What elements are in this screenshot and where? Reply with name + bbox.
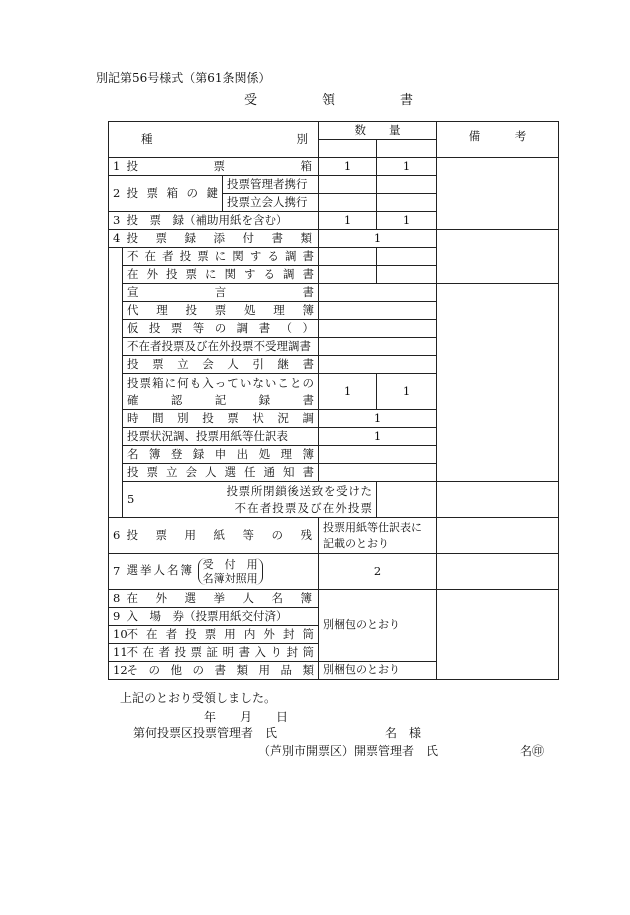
signer-line: （芦別市開票区）開票管理者 氏 [258,744,439,758]
quantity-cell: 2 [319,554,437,590]
table-row [109,284,559,302]
remarks-cell [437,554,559,590]
row-label-text: 選挙人名簿 [126,563,194,578]
register-type-bracket [198,558,263,584]
quantity-cell: 1 [319,428,437,446]
row-label: 宣言書 [123,284,319,302]
row-label: 投票録添付書類 [123,230,319,248]
row-label: 投票状況調、投票用紙等仕訳表 [123,428,319,446]
table-row [109,554,559,590]
row-number: 8 [109,590,123,608]
row-label: 不在者投票用内外封筒 [123,626,319,644]
row-label: 在外投票に関する調書 [123,266,319,284]
remarks-cell [437,518,559,554]
row-label: 不在者投票に関する調書 [123,248,319,266]
table-row [109,230,559,248]
row-label: 時間別投票状況調 [123,410,319,428]
quantity-cell: 1 [319,158,377,176]
remarks-cell [437,230,559,284]
document-title: 受 領 書 [244,93,414,108]
header-quantity: 数 量 [319,122,437,140]
header-kind-right: 別 [296,131,308,146]
row-label [123,374,319,410]
register-type-1: 受 付 用 [202,558,258,572]
row-number: 11 [109,644,123,662]
row-label-line2: 不在者投票及び在外投票 [234,500,372,515]
quantity-cell: 1 [319,410,437,428]
header-kind-left: 種 [141,131,153,146]
receipt-table [108,121,559,680]
row-label: 投票立会人引継書 [123,356,319,374]
row-number: 7 [109,554,123,590]
remarks-cell [437,284,559,482]
name-seal: 名㊞ [520,744,545,758]
row-label: 不在者投票証明書入り封筒 [123,644,319,662]
remarks-cell [437,158,559,230]
row-number: 9 [109,608,123,626]
row-number: 5 [123,482,223,518]
row-label: 入 場 券（投票用紙交付済） [123,608,319,626]
row-number: 4 [109,230,123,248]
quantity-cell: 1 [319,374,377,410]
row-label: 投票箱 [123,158,319,176]
row-label: 投票箱の鍵 [123,176,223,212]
row-label: 在外選挙人名簿 [123,590,319,608]
row-label: 仮投票等の調書（） [123,320,319,338]
header-remarks: 備 考 [437,122,559,158]
quantity-cell: 投票用紙等仕訳表に記載のとおり [319,518,437,554]
row-number: 2 [109,176,123,212]
row-number: 10 [109,626,123,644]
quantity-cell: 1 [377,374,437,410]
form-label: 別記第56号様式（第61条関係） [96,71,271,85]
quantity-cell: 別梱包のとおり [319,662,437,680]
table-row [109,482,559,518]
row-sublabel: 投票立会人携行 [223,194,319,212]
row-label: 投 票 録（補助用紙を含む） [123,212,319,230]
row-label [123,554,319,590]
table-row [109,158,559,176]
row-label: その他の書類用品類 [123,662,319,680]
date-line: 年 月 日 [204,710,289,724]
row-number: 1 [109,158,123,176]
table-row [109,518,559,554]
row-label: 不在者投票及び在外投票不受理調書 [123,338,319,356]
recipient-line: 第何投票区投票管理者 氏 名 様 [133,726,422,740]
row-label: 投票立会人選任通知書 [123,464,319,482]
quantity-cell: 1 [377,212,437,230]
quantity-cell: 1 [319,212,377,230]
row-number: 3 [109,212,123,230]
row-label-line1: 投票所閉鎖後送致を受けた [226,483,372,498]
row-number: 12 [109,662,123,680]
row-label [223,482,377,518]
row-label-line2: 確認記録書 [127,392,314,407]
row-number: 6 [109,518,123,554]
row-sublabel: 投票管理者携行 [223,176,319,194]
receipt-statement: 上記のとおり受領しました。 [120,691,277,705]
quantity-cell: 1 [377,158,437,176]
row-label: 投票用紙等の残 [123,518,319,554]
table-header-row [109,122,559,140]
remarks-cell [437,590,559,680]
row-label: 代理投票処理簿 [123,302,319,320]
quantity-cell: 別梱包のとおり [319,590,437,662]
quantity-cell: 1 [319,230,437,248]
row-label-line1: 投票箱に何も入っていないことの [127,375,314,390]
register-type-2: 名簿対照用 [202,571,258,585]
row-label: 名簿登録申出処理簿 [123,446,319,464]
table-row [109,590,559,608]
